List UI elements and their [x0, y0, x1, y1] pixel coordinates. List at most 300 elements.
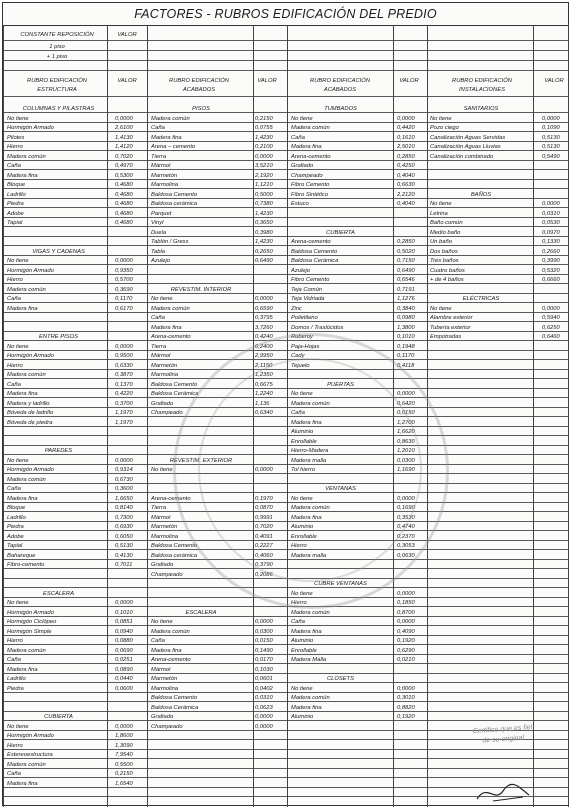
- certification-line-2: de su original: [482, 734, 525, 745]
- page-title: FACTORES - RUBROS EDIFICACIÓN DEL PREDIO: [3, 3, 568, 26]
- item-name: Madera fina: [291, 419, 322, 426]
- item-value: 2,5010: [397, 144, 415, 150]
- item-value: 0,1090: [542, 125, 560, 131]
- item-name: Cuatro baños: [430, 267, 465, 274]
- section-heading: ESCALERA: [43, 590, 74, 597]
- item-name: Fibro Cemento: [291, 182, 330, 188]
- item-name: Vinyl: [151, 220, 164, 226]
- constant-row: 1 piso: [49, 44, 65, 50]
- item-name: Teja Vidriada: [291, 296, 325, 302]
- item-name: No tiene: [7, 258, 29, 264]
- item-name: Arena-cemento: [291, 153, 331, 160]
- item-value: 3,7260: [255, 324, 273, 331]
- item-value: 0,3790: [255, 562, 273, 568]
- item-name: Baldosa Cemento: [291, 248, 338, 255]
- item-name: Domos / Traslúcidos: [291, 324, 344, 331]
- item-value: 1,1970: [115, 419, 133, 426]
- item-value: 0,0980: [397, 315, 415, 321]
- item-value: 0,0851: [115, 619, 133, 625]
- item-name: Caña: [7, 771, 21, 777]
- item-value: 0,1970: [255, 495, 273, 502]
- item-name: Baldosa cerámica: [151, 201, 198, 207]
- item-name: Caña: [151, 125, 165, 131]
- item-value: 0,2660: [542, 248, 560, 255]
- section-heading: TUMBADOS: [324, 106, 357, 112]
- item-name: Champeado: [151, 410, 183, 416]
- header-value: VALOR: [399, 78, 419, 84]
- item-value: 0,0440: [115, 676, 133, 682]
- item-value: 0,1490: [255, 647, 273, 654]
- seal-stamp-inner: [198, 358, 422, 582]
- item-value: 1,4230: [255, 134, 273, 141]
- item-value: 0,5700: [115, 277, 133, 283]
- item-value: 0,5000: [255, 191, 273, 198]
- item-value: 0,0300: [397, 457, 415, 464]
- item-value: 0,6170: [115, 305, 133, 312]
- item-value: 1,2240: [255, 391, 273, 397]
- item-value: 0,5020: [397, 248, 415, 255]
- item-name: No tiene: [151, 296, 173, 302]
- item-name: Baldosa Cemento: [151, 381, 198, 388]
- item-value: 0,0000: [542, 305, 560, 312]
- item-name: Grafiado: [291, 163, 314, 169]
- item-name: Adobe: [7, 533, 24, 540]
- item-value: 0,2150: [255, 115, 273, 122]
- row-divider: [3, 96, 568, 97]
- item-value: 0,2850: [397, 239, 415, 245]
- item-name: Tapial: [7, 543, 23, 549]
- item-name: No tiene: [430, 115, 452, 122]
- item-value: 0,0870: [255, 505, 273, 511]
- item-name: Madera común: [7, 372, 46, 378]
- item-name: Medio baño: [430, 229, 461, 236]
- item-name: Bloque: [7, 505, 26, 511]
- item-value: 0,0000: [542, 201, 560, 207]
- item-name: Zinc: [291, 305, 302, 312]
- item-value: 0,6050: [115, 533, 133, 540]
- item-value: 0,1610: [397, 134, 415, 141]
- item-name: Caña: [291, 410, 305, 416]
- item-name: Hierro: [7, 742, 23, 749]
- item-name: No tiene: [291, 495, 313, 502]
- item-value: 0,4040: [397, 172, 415, 179]
- item-name: Paja-Hojas: [291, 343, 320, 350]
- section-heading: PISOS: [192, 106, 210, 112]
- item-value: 0,4680: [115, 182, 133, 188]
- item-value: 3,5210: [255, 163, 273, 169]
- item-value: 0,1010: [115, 609, 133, 616]
- item-name: Baldosa Cerámica: [151, 391, 199, 397]
- item-value: 0,1920: [397, 714, 415, 720]
- item-name: Tres baños: [430, 258, 459, 264]
- item-name: Baldosa Cerámica: [151, 704, 199, 711]
- item-name: Ruberoy: [291, 334, 313, 340]
- item-name: Hierro: [7, 362, 23, 369]
- item-name: Empotradas: [430, 334, 462, 340]
- item-value: 0,2150: [115, 771, 133, 777]
- item-name: Adobe: [7, 210, 24, 217]
- item-name: Madera fina: [151, 647, 182, 654]
- item-name: Marmetón: [151, 362, 178, 369]
- item-value: 0,0880: [115, 638, 133, 644]
- item-name: Madera fina: [7, 666, 38, 673]
- item-name: Arena-cemento: [291, 239, 331, 245]
- item-name: Hormigón Armado: [7, 467, 54, 473]
- item-value: 0,2100: [255, 144, 273, 150]
- item-value: 0,7020: [255, 524, 273, 530]
- item-name: Hierro: [7, 277, 23, 283]
- item-name: Baldosa Cemento: [151, 695, 198, 701]
- item-value: 0,6330: [115, 362, 133, 369]
- item-value: 0,4060: [255, 552, 273, 559]
- item-value: 0,1850: [397, 600, 415, 606]
- item-name: Madera común: [291, 505, 330, 511]
- item-value: 0,8820: [397, 704, 415, 711]
- item-name: No tiene: [291, 115, 313, 122]
- row-divider: [3, 70, 568, 71]
- item-name: Estuco: [291, 201, 309, 207]
- item-value: 0,6460: [542, 334, 560, 340]
- item-name: Aluminio: [291, 429, 314, 435]
- item-name: Marmolina: [151, 372, 179, 378]
- item-name: Champeado: [151, 723, 183, 730]
- item-value: 0,3870: [115, 372, 133, 378]
- header-value: VALOR: [257, 78, 277, 84]
- section-heading: COLUMNAS Y PILASTRAS: [22, 106, 95, 112]
- item-value: 0,7150: [397, 258, 415, 264]
- item-value: 0,4240: [255, 334, 273, 340]
- item-value: 0,0000: [115, 600, 133, 606]
- item-value: 1,4230: [255, 239, 273, 245]
- section-heading: CUBRE VENTANAS: [314, 581, 367, 587]
- item-name: Grafiado: [151, 562, 174, 568]
- item-name: Hierro: [291, 600, 307, 606]
- certification-line-1: Certifico que es fiel: [472, 724, 533, 736]
- header-rubro: RUBRO EDIFICACIÓN: [169, 78, 229, 84]
- item-value: 1,2350: [255, 372, 273, 378]
- item-value: 1,1276: [397, 296, 415, 302]
- item-name: Piedra: [7, 685, 24, 692]
- item-name: Hierro: [7, 638, 23, 644]
- item-value: 0,1370: [115, 381, 133, 388]
- item-name: Arena – cemento: [151, 144, 196, 150]
- item-value: 0,4091: [255, 533, 273, 540]
- constant-header: CONSTANTE REPOSICIÓN: [20, 32, 94, 38]
- item-name: Marmetón: [151, 524, 178, 530]
- item-value: 0,9350: [115, 267, 133, 274]
- item-value: 0,5940: [542, 315, 560, 321]
- item-name: Hormigón Armado: [7, 733, 54, 739]
- item-name: Madera fina: [7, 495, 38, 502]
- item-value: 0,4118: [397, 362, 415, 369]
- item-value: 0,3650: [255, 220, 273, 226]
- item-name: Madera común: [151, 628, 190, 635]
- item-name: Enrollable: [291, 438, 317, 445]
- item-value: 0,6730: [115, 476, 133, 483]
- item-name: Cady: [291, 353, 305, 359]
- item-name: Marmolina: [151, 685, 179, 692]
- item-value: 0,0940: [115, 628, 133, 635]
- document-page: [2, 2, 569, 806]
- signature-icon: [473, 781, 533, 803]
- item-name: Polietileno: [291, 315, 318, 321]
- column-divider: [3, 25, 4, 807]
- item-name: Madera fina: [7, 391, 38, 397]
- item-value: 1,4230: [255, 210, 273, 217]
- item-name: Aluminio: [291, 638, 314, 644]
- item-value: 1,4120: [115, 144, 133, 150]
- item-name: Baldosa Cemento: [151, 543, 198, 549]
- item-value: 0,0000: [397, 495, 415, 502]
- item-name: Madera fina: [7, 780, 38, 787]
- section-heading: PAREDES: [44, 448, 73, 454]
- item-value: 0,7380: [255, 201, 273, 207]
- header-category: INSTALACIONES: [459, 87, 505, 93]
- item-value: 0,6660: [542, 277, 560, 283]
- item-name: Hormigón Simple: [7, 628, 52, 635]
- item-name: Mármol: [151, 514, 171, 521]
- item-value: 2,6100: [115, 125, 133, 131]
- item-name: Hormigón Armado: [7, 267, 54, 274]
- item-name: Bóveda de ladrillo: [7, 410, 54, 416]
- item-name: Canalización Aguas Lluvias: [430, 144, 501, 150]
- item-value: 0,9314: [115, 467, 133, 473]
- item-value: 0,2370: [397, 533, 415, 540]
- item-value: 1,1970: [115, 410, 133, 416]
- item-value: 1,2010: [397, 448, 415, 454]
- item-name: Madera fina: [151, 134, 182, 141]
- item-name: No tiene: [151, 619, 173, 625]
- header-value: VALOR: [544, 78, 564, 84]
- item-value: 0,0000: [255, 723, 273, 730]
- item-name: Hierro: [7, 144, 23, 150]
- item-name: Madera malla: [291, 552, 327, 559]
- item-value: 0,0000: [397, 590, 415, 597]
- item-name: Madera fina: [291, 514, 322, 521]
- item-name: Hierro-Madera: [291, 448, 329, 454]
- item-name: Fibro Cemento: [291, 277, 330, 283]
- item-name: Fibro Sintético: [291, 191, 329, 198]
- item-name: Tablón / Gress: [151, 239, 189, 245]
- item-name: Arena-cemento: [151, 495, 191, 502]
- item-value: 0,0000: [255, 296, 273, 302]
- item-value: 0,4680: [115, 210, 133, 217]
- item-value: 0,0755: [255, 125, 273, 131]
- section-heading: SANITARIOS: [463, 106, 499, 112]
- item-value: 0,8140: [115, 505, 133, 511]
- item-name: Hormigón Ciclópeo: [7, 619, 57, 625]
- item-value: 0,0000: [255, 153, 273, 160]
- item-name: Caña: [7, 381, 21, 388]
- item-value: 0,0000: [115, 343, 133, 350]
- item-value: 0,4250: [397, 163, 415, 169]
- item-value: 0,1170: [397, 353, 415, 359]
- item-value: 0,3010: [397, 695, 415, 701]
- item-value: 0,3053: [397, 543, 415, 549]
- item-value: 0,4680: [115, 220, 133, 226]
- item-name: Hormigón Armado: [7, 609, 54, 616]
- item-name: Tierra: [151, 343, 167, 350]
- item-name: Grafiado: [151, 400, 174, 407]
- item-name: Baño común: [430, 220, 463, 226]
- item-value: 0,4090: [397, 628, 415, 635]
- column-divider: [107, 25, 108, 807]
- item-name: Baldosa Cemento: [151, 191, 198, 198]
- item-value: 0,0000: [397, 391, 415, 397]
- item-value: 0,0300: [255, 628, 273, 635]
- item-value: 0,3690: [115, 286, 133, 293]
- section-heading: CUBIERTA: [326, 229, 355, 236]
- item-value: 1,8600: [115, 733, 133, 739]
- item-name: Caña: [151, 315, 165, 321]
- item-value: 0,6546: [397, 277, 415, 283]
- item-value: 0,3840: [397, 305, 415, 312]
- header-category: ACABADOS: [323, 87, 357, 93]
- item-value: 0,2650: [255, 248, 273, 255]
- item-value: 0,0000: [255, 467, 273, 473]
- item-value: 0,7011: [115, 562, 133, 568]
- item-name: Madera común: [291, 695, 330, 701]
- item-name: Canalización Aguas Servidas: [430, 134, 506, 141]
- item-name: Pilotes: [7, 134, 25, 141]
- item-name: Madera y ladrillo: [7, 400, 50, 407]
- item-value: 0,0150: [397, 410, 415, 416]
- item-name: Un baño: [430, 239, 452, 245]
- item-name: Tierra: [151, 505, 167, 511]
- item-name: Madera común: [291, 400, 330, 407]
- item-value: 0,5490: [542, 153, 560, 160]
- item-name: Baldosa Cerámica: [291, 258, 339, 264]
- item-value: 0,0000: [115, 258, 133, 264]
- item-value: 0,7020: [115, 153, 133, 160]
- item-name: Ladrillo: [7, 191, 26, 198]
- item-value: 0,0000: [255, 714, 273, 720]
- item-value: 0,0000: [255, 619, 273, 625]
- item-name: Madera común: [151, 305, 190, 312]
- header-category: ESTRUCTURA: [37, 87, 77, 93]
- item-value: 0,0890: [115, 666, 133, 673]
- item-name: Baldosa cerámica: [151, 552, 198, 559]
- item-name: Marmolina: [151, 182, 179, 188]
- item-name: Estereoestructura: [7, 752, 53, 758]
- item-value: 0,4740: [397, 524, 415, 530]
- column-divider: [533, 25, 534, 807]
- item-value: 0,3700: [115, 400, 133, 407]
- item-value: 0,6250: [542, 324, 560, 331]
- item-name: Caña: [7, 486, 21, 492]
- item-name: Madera fina: [291, 704, 322, 711]
- header-rubro: RUBRO EDIFICACIÓN: [310, 78, 370, 84]
- item-name: No tiene: [291, 391, 313, 397]
- row-divider: [3, 50, 568, 51]
- item-name: No tiene: [7, 723, 29, 730]
- item-name: Madera común: [7, 761, 46, 768]
- item-value: 0,1330: [542, 239, 560, 245]
- item-value: 1,1690: [397, 467, 415, 473]
- item-value: 0,0310: [542, 210, 560, 217]
- item-name: Madera común: [7, 153, 46, 160]
- item-name: Caña: [7, 657, 21, 663]
- item-value: 0,0251: [115, 657, 133, 663]
- item-value: 0,3980: [255, 229, 273, 236]
- item-name: No tiene: [430, 201, 452, 207]
- item-value: 0,1920: [397, 638, 415, 644]
- item-value: 0,3530: [397, 514, 415, 521]
- header-rubro: RUBRO EDIFICACIÓN: [27, 78, 87, 84]
- item-value: 0,9991: [255, 514, 273, 521]
- row-divider: [3, 60, 568, 61]
- item-value: 2,1150: [255, 362, 273, 369]
- section-heading: CUBIERTA: [44, 714, 73, 720]
- item-name: Madera común: [291, 609, 330, 616]
- item-name: Hormigón Armado: [7, 353, 54, 359]
- column-divider: [568, 25, 569, 807]
- item-value: 0,4680: [115, 201, 133, 207]
- item-value: 0,1170: [115, 296, 133, 302]
- constant-row: + 1 piso: [46, 54, 68, 60]
- item-value: 0,4220: [115, 391, 133, 397]
- item-name: Bóveda de piedra: [7, 419, 53, 426]
- column-divider: [147, 25, 148, 807]
- item-value: 0,0000: [115, 115, 133, 122]
- section-heading: PUERTAS: [327, 381, 354, 388]
- item-name: No tiene: [7, 600, 29, 606]
- item-name: Caña: [7, 296, 21, 302]
- item-value: 0,0623: [255, 704, 273, 711]
- item-value: 0,8630: [397, 438, 415, 445]
- item-value: 0,6490: [255, 258, 273, 264]
- item-value: 0,5130: [542, 144, 560, 150]
- item-name: No tiene: [430, 305, 452, 312]
- item-value: 0,0210: [397, 657, 415, 663]
- row-divider: [3, 711, 568, 712]
- item-value: 0,7191: [397, 286, 415, 293]
- item-value: 0,2400: [255, 343, 273, 350]
- item-value: 0,6590: [255, 305, 273, 312]
- item-value: 0,5130: [542, 134, 560, 141]
- item-value: 0,8700: [397, 609, 415, 616]
- item-name: Mármol: [151, 666, 171, 673]
- item-value: 1,3090: [115, 742, 133, 749]
- item-value: 0,0150: [255, 638, 273, 644]
- item-value: 0,3990: [542, 258, 560, 264]
- item-value: 0,1010: [397, 334, 415, 340]
- item-name: Marmetón: [151, 676, 178, 682]
- item-value: 1,2700: [397, 419, 415, 426]
- item-name: Piedra: [7, 524, 24, 530]
- section-heading: ESCALERA: [185, 609, 217, 616]
- item-name: Bahareque: [7, 552, 36, 559]
- item-name: Tapial: [7, 220, 23, 226]
- item-name: No tiene: [291, 685, 313, 692]
- item-name: Marmolina: [151, 533, 179, 540]
- item-value: 0,2086: [255, 571, 273, 578]
- item-name: No tiene: [151, 467, 173, 473]
- item-value: 0,0000: [115, 723, 133, 730]
- item-name: Hormigón Armado: [7, 125, 54, 131]
- item-value: 0,2850: [397, 153, 415, 160]
- item-name: No tiene: [7, 457, 29, 464]
- item-name: Mármol: [151, 163, 171, 169]
- section-heading: REVESTIM. INTERIOR: [170, 286, 232, 293]
- item-value: 0,2227: [255, 543, 273, 549]
- section-heading: REVESTIM. EXTERIOR: [169, 457, 233, 464]
- item-name: Caña: [151, 638, 165, 644]
- row-divider: [3, 40, 568, 41]
- item-value: 1,4130: [115, 134, 133, 141]
- item-value: 2,1920: [255, 172, 273, 179]
- item-name: No tiene: [291, 590, 313, 597]
